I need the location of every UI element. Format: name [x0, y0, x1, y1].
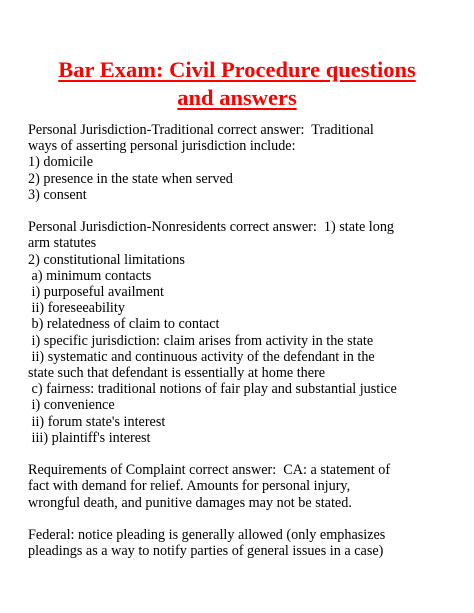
paragraph-gap: [28, 203, 454, 219]
section-personal-jurisdiction-traditional: [28, 122, 454, 203]
text-line: state such that defendant is essentially at home there: [28, 365, 326, 382]
document-body: [28, 122, 454, 559]
text-line: Personal Jurisdiction-Nonresidents correct answer: 1) state long: [28, 219, 395, 236]
text-line: 2) presence in the state when served: [28, 170, 233, 187]
title-line: Bar Exam: Civil Procedure questions: [58, 57, 416, 82]
text-line: fact with demand for relief. Amounts for personal injury,: [28, 478, 351, 495]
document-title: [40, 56, 434, 112]
paragraph-gap: [28, 446, 454, 462]
text-line: Personal Jurisdiction-Traditional correct answer: Traditional: [28, 122, 374, 138]
text-line: i) purposeful availment: [28, 284, 164, 301]
paragraph-gap: [28, 511, 454, 527]
text-line: 1) domicile: [28, 154, 94, 171]
text-line: i) convenience: [28, 397, 115, 414]
text-line: c) fairness: traditional notions of fair play and substantial justice: [28, 381, 397, 398]
text-line: 3) consent: [28, 186, 87, 203]
text-line: 2) constitutional limitations: [28, 251, 185, 268]
text-line: pleadings as a way to notify parties of general issues in a case): [28, 543, 384, 560]
text-line: a) minimum contacts: [28, 267, 152, 284]
title-line: and answers: [177, 85, 297, 110]
text-line: b) relatedness of claim to contact: [28, 316, 220, 333]
text-line: ii) systematic and continuous activity of the defendant in the: [28, 348, 375, 365]
text-line: ways of asserting personal jurisdiction include:: [28, 138, 296, 155]
text-line: ii) foreseeability: [28, 300, 125, 317]
text-line: Federal: notice pleading is generally allowed (only emphasizes: [28, 527, 386, 544]
section-personal-jurisdiction-nonresidents: [28, 219, 454, 446]
text-line: ii) forum state's interest: [28, 413, 166, 430]
text-line: iii) plaintiff's interest: [28, 429, 151, 446]
section-federal-notice-pleading: [28, 527, 454, 559]
text-line: i) specific jurisdiction: claim arises from activity in the state: [28, 332, 374, 349]
text-line: Requirements of Complaint correct answer: CA: a statement of: [28, 462, 391, 479]
section-requirements-of-complaint: [28, 462, 454, 511]
text-line: arm statutes: [28, 235, 97, 252]
text-line: wrongful death, and punitive damages may not be stated.: [28, 494, 352, 511]
